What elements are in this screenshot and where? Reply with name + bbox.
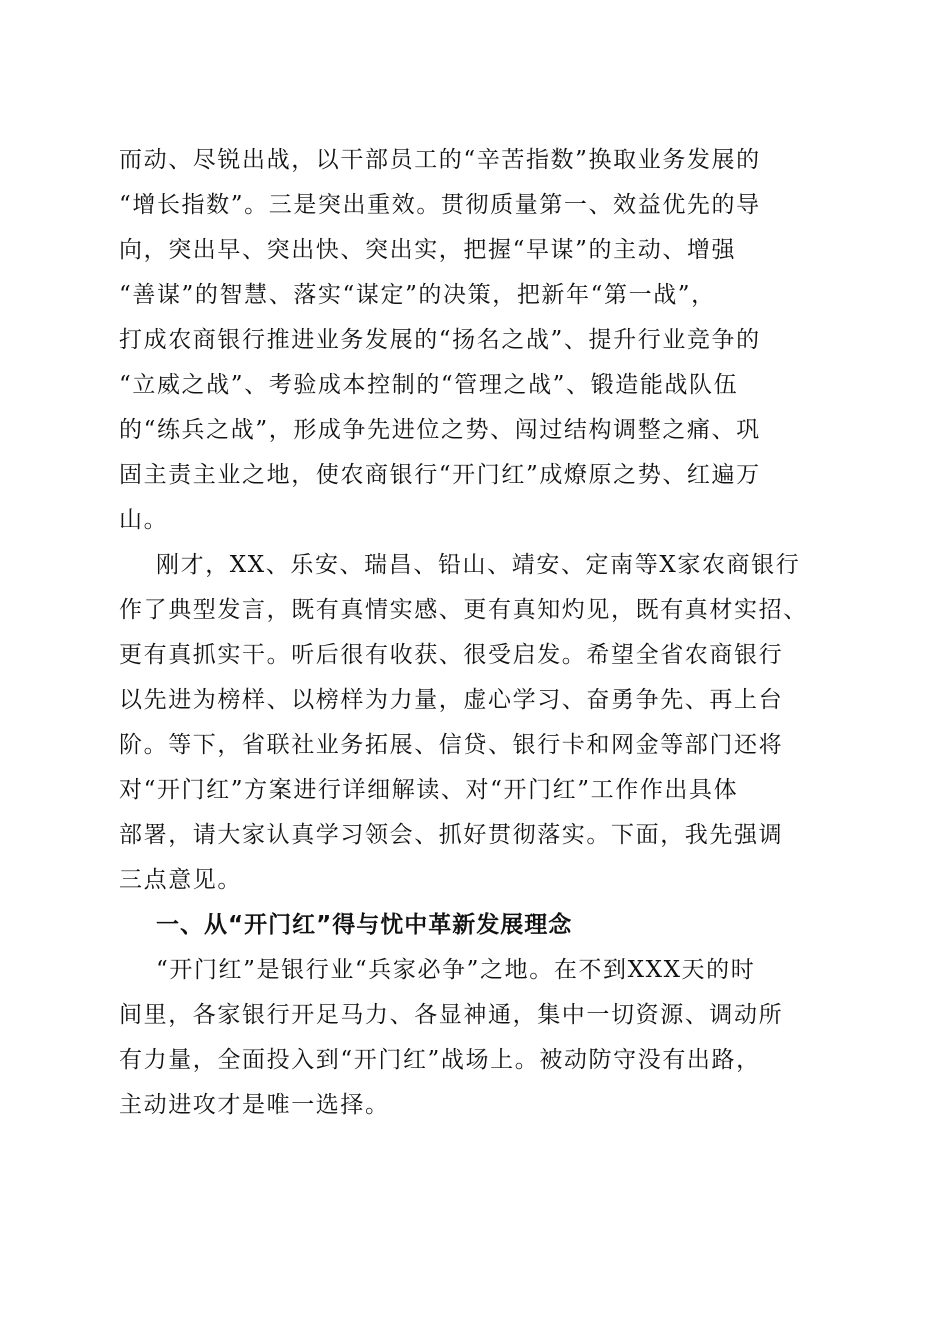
paragraph-first-line: 刚才，XX、乐安、瑞昌、铅山、靖安、定南等X家农商银行 <box>156 552 801 578</box>
paragraph-line: “增长指数”。三是突出重效。贯彻质量第一、效益优先的导 <box>119 192 761 218</box>
paragraph-line: 主动进攻才是唯一选择。 <box>119 1092 390 1118</box>
paragraph-first-line: “开门红”是银行业“兵家必争”之地。在不到XXX天的时 <box>156 957 756 983</box>
paragraph-line: 阶。等下，省联社业务拓展、信贷、银行卡和网金等部门还将 <box>119 732 784 758</box>
paragraph-line: 作了典型发言，既有真情实感、更有真知灼见，既有真材实招、 <box>119 597 808 623</box>
paragraph-line: 以先进为榜样、以榜样为力量，虚心学习、奋勇争先、再上台 <box>119 687 784 713</box>
paragraph-line: 有力量，全面投入到“开门红”战场上。被动防守没有出路， <box>119 1047 761 1073</box>
paragraph-line: 的“练兵之战”，形成争先进位之势、闯过结构调整之痛、巩 <box>119 417 761 443</box>
paragraph-line: 固主责主业之地，使农商银行“开门红”成燎原之势、红遍万 <box>119 462 761 488</box>
paragraph-line: 向，突出早、突出快、突出实，把握“早谋”的主动、增强 <box>119 237 737 263</box>
paragraph-line: “善谋”的智慧、落实“谋定”的决策，把新年“第一战”， <box>119 282 716 308</box>
paragraph-line: 更有真抓实干。听后很有收获、很受启发。希望全省农商银行 <box>119 642 784 668</box>
section-heading: 一、从“开门红”得与忧中革新发展理念 <box>156 912 573 938</box>
paragraph-line: 而动、尽锐出战，以干部员工的“辛苦指数”换取业务发展的 <box>119 147 761 173</box>
paragraph-line: 山。 <box>119 507 169 533</box>
paragraph-line: 三点意见。 <box>119 867 242 893</box>
paragraph-line: 部署，请大家认真学习领会、抓好贯彻落实。下面，我先强调 <box>119 822 784 848</box>
paragraph-line: 对“开门红”方案进行详细解读、对“开门红”工作作出具体 <box>119 777 739 803</box>
paragraph-line: 打成农商银行推进业务发展的“扬名之战”、提升行业竞争的 <box>119 327 761 353</box>
paragraph-line: 间里，各家银行开足马力、各显神通，集中一切资源、调动所 <box>119 1002 784 1028</box>
paragraph-line: “立威之战”、考验成本控制的“管理之战”、锻造能战队伍 <box>119 372 739 398</box>
